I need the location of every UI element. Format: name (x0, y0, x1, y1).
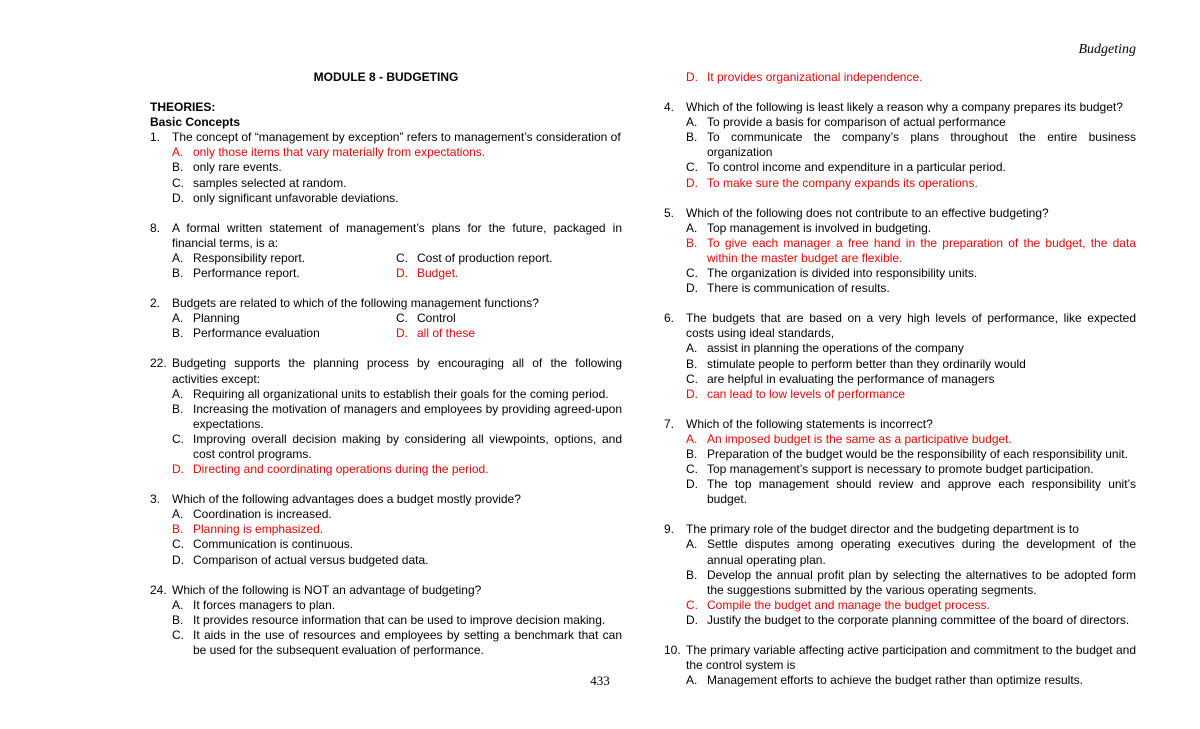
option: B. Preparation of the budget would be the responsibility of each responsibility unit. (686, 446, 1128, 461)
question-number: 5. (664, 205, 675, 220)
question-text: Which of the following advantages does a budget mostly provide? (172, 492, 521, 507)
option: B. only rare events. (172, 160, 282, 175)
question-number: 24. (150, 582, 167, 597)
question-8 (150, 221, 622, 281)
option: B. Develop the annual profit plan by selecting the alternatives to be adopted form the suggestions submitted by the various operating segments. (686, 567, 1136, 597)
question-text: The budgets that are based on a very high levels of performance, like expected costs using ideal standards, (686, 311, 1136, 341)
option-answer: D. Budget. (396, 266, 459, 281)
question-text: The primary variable affecting active participation and commitment to the budget and the control system is (686, 643, 1136, 673)
question-text: Which of the following does not contribute to an effective budgeting? (686, 205, 1049, 220)
question-number: 10. (664, 643, 681, 657)
question-number: 1. (150, 130, 161, 145)
option: D. only significant unfavorable deviations. (172, 190, 399, 205)
question-text: Budgets are related to which of the following management functions? (172, 296, 539, 311)
question-24-continued (664, 70, 1136, 85)
option: A. Planning (172, 311, 240, 326)
option: D. The top management should review and approve each responsibility unit’s budget. (686, 477, 1136, 507)
option: A. To provide a basis for comparison of actual performance (686, 115, 1006, 130)
option-answer: D. can lead to low levels of performance (686, 386, 906, 401)
option: C. It aids in the use of resources and employees by setting a benchmark that can be used for the subsequent evaluation of performance. (172, 627, 622, 657)
option: A. Coordination is increased. (172, 507, 332, 522)
question-number: 4. (664, 100, 675, 115)
option-answer: B. Planning is emphasized. (172, 522, 324, 537)
question-text: The concept of “management by exception” refers to management’s consideration of (172, 130, 621, 145)
question-6 (664, 311, 1136, 402)
option: C. Improving overall decision making by considering all viewpoints, options, and cost control programs. (172, 431, 622, 461)
question-number: 22. (150, 356, 167, 371)
section-heading: THEORIES: (150, 100, 216, 115)
option: A. Management efforts to achieve the budget rather than optimize results. (686, 673, 1083, 688)
option: B. stimulate people to perform better than they ordinarily would (686, 356, 1026, 371)
option: C. To control income and expenditure in a particular period. (686, 160, 1006, 175)
option-row (150, 311, 622, 326)
option-answer: A. only those items that vary materially from expectations. (172, 145, 486, 160)
option-answer: D. Directing and coordinating operations during the period. (172, 462, 489, 477)
option: B. Increasing the motivation of managers and employees by providing agreed-upon expectations. (172, 401, 622, 431)
option-answer: D. To make sure the company expands its operations. (686, 175, 978, 190)
question-text: Budgeting supports the planning process by encouraging all of the following activities except: (172, 356, 622, 386)
question-number: 3. (150, 492, 161, 507)
option: A. It forces managers to plan. (172, 597, 336, 612)
option: A. assist in planning the operations of the company (686, 341, 964, 356)
module-title: MODULE 8 - BUDGETING (313, 70, 459, 84)
option: A. Requiring all organizational units to establish their goals for the coming period. (172, 386, 609, 401)
option: D. Justify the budget to the corporate planning committee of the board of directors. (686, 612, 1130, 627)
question-text: Which of the following is least likely a reason why a company prepares its budget? (686, 100, 1123, 115)
option-answer: A. An imposed budget is the same as a participative budget. (686, 431, 1012, 446)
question-7 (664, 417, 1136, 508)
question-text: A formal written statement of management’s plans for the future, packaged in financial terms, is a: (172, 220, 622, 250)
option: B. It provides resource information that can be used to improve decision making. (172, 612, 606, 627)
option: C. Top management’s support is necessary to promote budget participation. (686, 462, 1094, 477)
question-5 (664, 206, 1136, 297)
question-number: 8. (150, 220, 161, 235)
question-number: 9. (664, 522, 675, 537)
option: A. Settle disputes among operating executives during the development of the annual operating plan. (686, 537, 1136, 567)
option: C. Cost of production report. (396, 250, 553, 265)
question-22 (150, 356, 622, 477)
section-subheading: Basic Concepts (150, 115, 241, 130)
option: A. Top management is involved in budgeting. (686, 220, 932, 235)
question-4 (664, 100, 1136, 191)
option-answer: D. all of these (396, 326, 476, 341)
option: C. samples selected at random. (172, 175, 347, 190)
option: D. Comparison of actual versus budgeted data. (172, 552, 429, 567)
question-3 (150, 492, 622, 567)
question-text: The primary role of the budget director and the budgeting department is to (686, 522, 1079, 537)
page-number: 433 (590, 673, 610, 688)
question-24 (150, 583, 622, 658)
question-text: Which of the following is NOT an advantage of budgeting? (172, 582, 482, 597)
question-number: 7. (664, 416, 675, 431)
option-answer: B. To give each manager a free hand in the preparation of the budget, the data within the master budget are flexible. (686, 235, 1136, 265)
option: C. Control (396, 311, 456, 326)
option-row (150, 266, 622, 281)
option: B. Performance evaluation (172, 326, 320, 341)
question-1 (150, 130, 622, 205)
option: B. Performance report. (172, 266, 300, 281)
right-column (664, 70, 1136, 703)
option: C. are helpful in evaluating the performance of managers (686, 371, 995, 386)
question-text: Which of the following statements is incorrect? (686, 416, 933, 431)
question-number: 2. (150, 296, 161, 311)
option-row (150, 326, 622, 341)
option: B. To communicate the company’s plans throughout the entire business organization (686, 130, 1136, 160)
option-row (150, 251, 622, 266)
left-column (150, 70, 622, 673)
option-answer: D. It provides organizational independence. (686, 70, 923, 84)
option: C. The organization is divided into responsibility units. (686, 266, 978, 281)
question-9 (664, 522, 1136, 628)
option-answer: C. Compile the budget and manage the budget process. (686, 597, 990, 612)
question-2 (150, 296, 622, 341)
running-header: Budgeting (1078, 42, 1136, 57)
question-number: 6. (664, 311, 675, 326)
option: D. There is communication of results. (686, 281, 890, 296)
option: A. Responsibility report. (172, 250, 306, 265)
option: C. Communication is continuous. (172, 537, 354, 552)
